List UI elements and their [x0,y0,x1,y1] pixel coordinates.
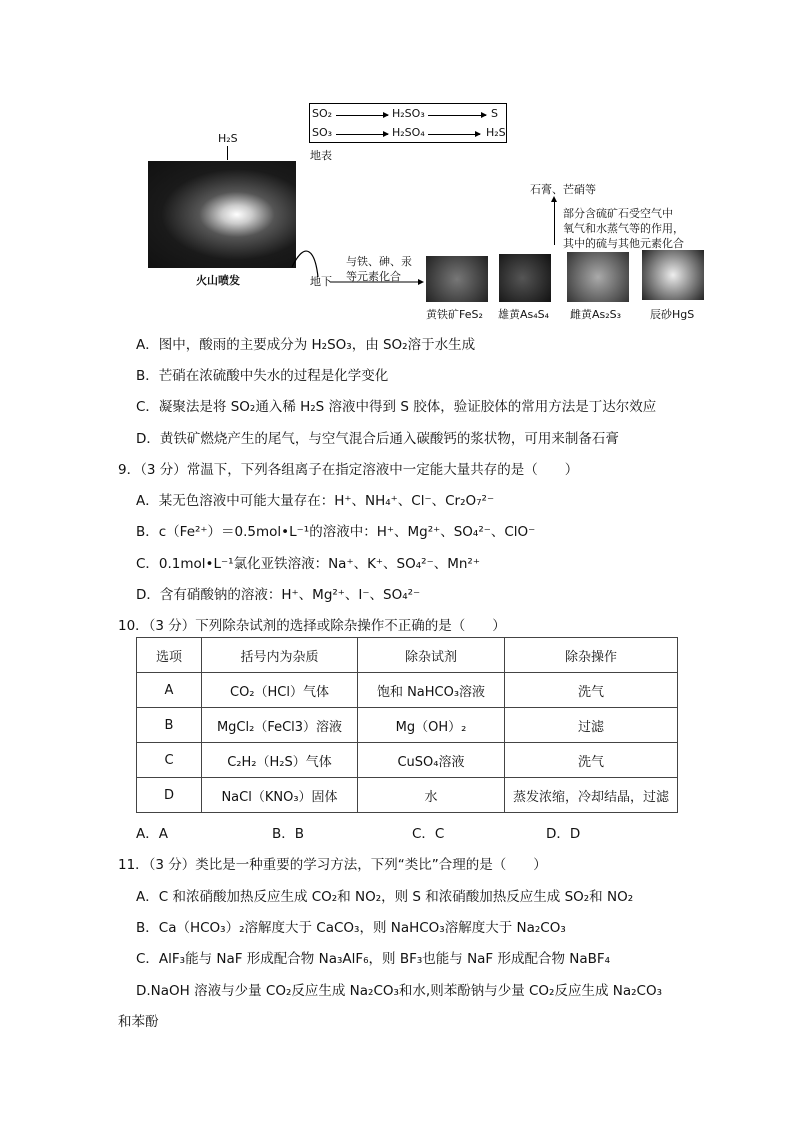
cinnabar-image [642,250,704,300]
combine-label-1: 与铁、砷、汞 [346,255,412,268]
combine-label-2: 等元素化合 [346,270,401,283]
table-header: 括号内为杂质 [202,638,358,673]
up-arrow [554,198,555,245]
table-header: 选项 [137,638,202,673]
table-cell: Mg（OH）₂ [358,708,505,743]
pyrite-image [426,256,488,302]
q10-answer-d: D．D [546,826,581,842]
table-row [137,673,678,708]
arrow [336,134,388,135]
q11-option-d-line2: 和苯酚 [118,1014,159,1030]
q9-option-c: C．0.1mol•L⁻¹氯化亚铁溶液：Na⁺、K⁺、SO₄²⁻、Mn²⁺ [136,556,480,572]
volcano-image [148,161,296,268]
table-header: 除杂试剂 [358,638,505,673]
table-row [137,778,678,813]
q11-option-c: C．AlF₃能与 NaF 形成配合物 Na₃AlF₆，则 BF₃也能与 NaF 形成配合物 NaBF₄ [136,951,611,967]
table-cell: C [137,743,202,778]
mineral-label: 雄黄As₄S₄ [498,308,550,321]
q10-answer-b: B．B [272,826,305,842]
h2s-label: H₂S [218,132,238,145]
q11-option-a: A．C 和浓硝酸加热反应生成 CO₂和 NO₂，则 S 和浓硝酸加热反应生成 SO₂和 NO₂ [136,889,634,905]
table-cell: 饱和 NaHCO₃溶液 [358,673,505,708]
q10-stem: 10．（3 分）下列除杂试剂的选择或除杂操作不正确的是（ ） [118,618,506,634]
orpiment-image [567,252,629,302]
q11-option-d-line1: D.NaOH 溶液与少量 CO₂反应生成 Na₂CO₃和水,则苯酚钠与少量 CO₂反应生成 Na₂CO₃ [136,983,663,999]
mineral-label: 黄铁矿FeS₂ [426,308,483,321]
arrow [428,134,480,135]
table-cell: CuSO₄溶液 [358,743,505,778]
arrow [428,115,486,116]
weather-text-1: 部分含硫矿石受空气中 [563,207,673,220]
table-cell: MgCl₂（FeCl3）溶液 [202,708,358,743]
table-cell: 洗气 [505,743,678,778]
q11-stem: 11．（3 分）类比是一种重要的学习方法，下列“类比”合理的是（ ） [118,857,547,873]
q8-option-a: A．图中，酸雨的主要成分为 H₂SO₃，由 SO₂溶于水生成 [136,337,476,353]
q8-option-b: B．芒硝在浓硫酸中失水的过程是化学变化 [136,368,389,384]
q8-option-d: D．黄铁矿燃烧产生的尾气，与空气混合后通入碳酸钙的浆状物，可用来制备石膏 [136,431,619,447]
q9-option-a: A．某无色溶液中可能大量存在：H⁺、NH₄⁺、Cl⁻、Cr₂O₇²⁻ [136,493,495,509]
q10-answer-c: C．C [412,826,445,842]
q9-option-d: D．含有硝酸钠的溶液：H⁺、Mg²⁺、I⁻、SO₄²⁻ [136,587,421,603]
q9-option-b: B．c（Fe²⁺）＝0.5mol•L⁻¹的溶液中：H⁺、Mg²⁺、SO₄²⁻、ClO⁻ [136,524,536,540]
table-cell: 过滤 [505,708,678,743]
h2s-arrow [227,146,228,160]
underground-label: 地下 [310,275,332,288]
mineral-label: 雌黄As₂S₃ [570,308,622,321]
top-right-label: 石膏、芒硝等 [530,183,596,196]
q10-answer-a: A．A [136,826,168,842]
up-arrow-head [551,196,557,202]
mineral-label: 辰砂HgS [650,308,695,321]
q9-stem: 9．（3 分）常温下，下列各组离子在指定溶液中一定能大量共存的是（ ） [118,462,579,478]
table-header: 除杂操作 [505,638,678,673]
weather-text-3: 其中的硫与其他元素化合 [563,237,684,250]
box-label: 地表 [310,149,332,162]
table-row [137,743,678,778]
table-row [137,708,678,743]
weather-text-2: 氧气和水蒸气等的作用， [563,222,684,235]
arrow [336,115,388,116]
q11-option-b: B．Ca（HCO₃）₂溶解度大于 CaCO₃，则 NaHCO₃溶解度大于 Na₂CO₃ [136,920,566,936]
table-cell: D [137,778,202,813]
surface-reaction-box: SO₂ H₂SO₃ S SO₃ H₂SO₄ H₂S [309,103,507,143]
realgar-image [499,254,551,302]
table-cell: 洗气 [505,673,678,708]
volcano-label: 火山喷发 [196,274,240,287]
q8-option-c: C．凝聚法是将 SO₂通入稀 H₂S 溶液中得到 S 胶体，验证胶体的常用方法是丁达尔效应 [136,399,657,415]
table-cell: C₂H₂（H₂S）气体 [202,743,358,778]
table-cell: A [137,673,202,708]
table-cell: NaCl（KNO₃）固体 [202,778,358,813]
table-cell: B [137,708,202,743]
table-header-row [137,638,678,673]
table-cell: 蒸发浓缩，冷却结晶，过滤 [505,778,678,813]
impurity-table [136,637,678,813]
table-cell: CO₂（HCl）气体 [202,673,358,708]
table-cell: 水 [358,778,505,813]
